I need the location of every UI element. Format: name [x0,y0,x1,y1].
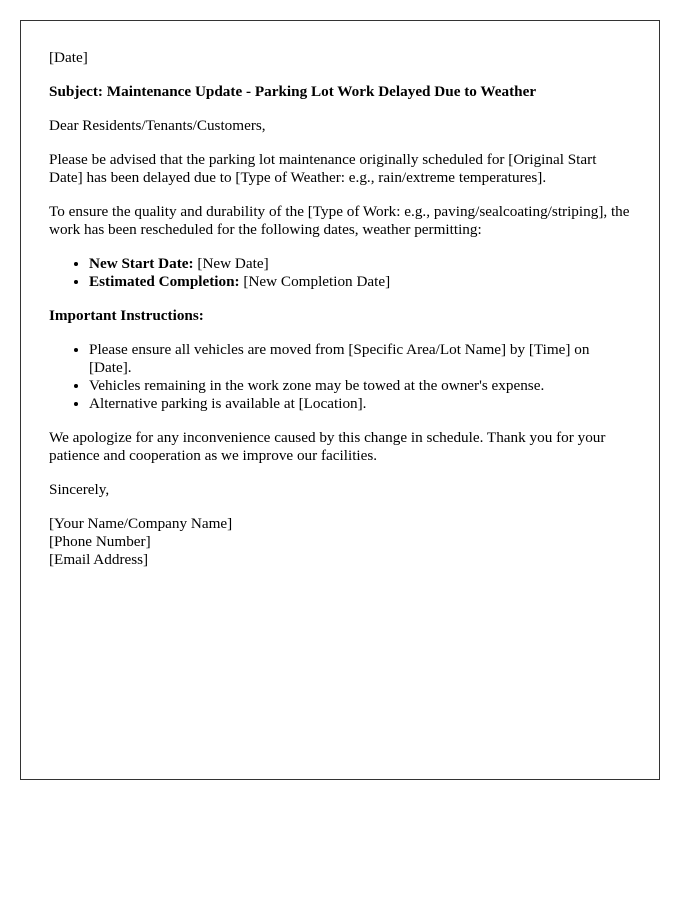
list-item [89,255,631,273]
instructions-list [49,341,631,413]
signature-block [49,515,631,569]
schedule-list [49,255,631,291]
schedule-value: [New Completion Date] [239,273,391,290]
reschedule-paragraph: To ensure the quality and durability of the [Type of Work: e.g., paving/sealcoating/striping], the work has been rescheduled for the following dates, weather permitting: [49,203,630,238]
schedule-label: Estimated Completion: [89,273,240,290]
letter-signoff: Sincerely, [49,481,110,498]
instructions-heading: Important Instructions: [49,307,204,324]
letter-salutation: Dear Residents/Tenants/Customers, [49,117,266,134]
signature-name: [Your Name/Company Name] [49,515,233,532]
closing-paragraph: We apologize for any inconvenience caused by this change in schedule. Thank you for your patience and cooperation as we improve our facilities. [49,429,606,464]
signature-phone: [Phone Number] [49,533,151,550]
letter-date: [Date] [49,49,88,66]
signature-email: [Email Address] [49,551,149,568]
letter [20,20,660,780]
schedule-label: New Start Date: [89,255,194,272]
delay-notice-paragraph: Please be advised that the parking lot maintenance originally scheduled for [Original Start Date] has been delayed due to [Type of Weather: e.g., rain/extreme temperatures]. [49,151,597,186]
list-item: • Please ensure all vehicles are moved from [Specific Area/Lot Name] by [Time] on [Date]. [89,341,631,377]
letter-subject: Subject: Maintenance Update - Parking Lot Work Delayed Due to Weather [49,83,537,100]
schedule-value: [New Date] [193,255,269,272]
list-item: • Alternative parking is available at [Location]. [89,395,631,413]
list-item: • Vehicles remaining in the work zone may be towed at the owner's expense. [89,377,631,395]
list-item [89,273,631,291]
